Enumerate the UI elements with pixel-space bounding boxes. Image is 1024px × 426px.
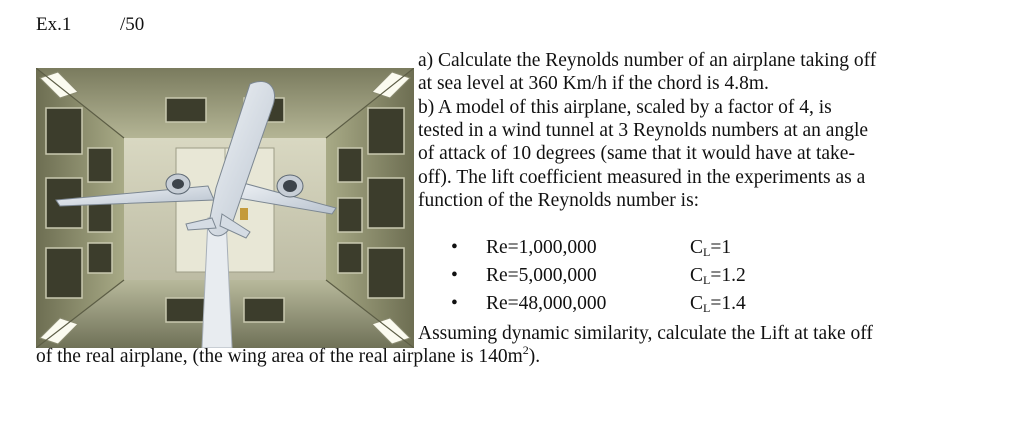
question-b-line: of attack of 10 degrees (same that it would have at take- xyxy=(418,143,855,165)
bullet-icon: • xyxy=(451,293,458,314)
question-b-line: function of the Reynolds number is: xyxy=(418,189,700,211)
reynolds-value: Re=1,000,000 xyxy=(486,237,597,258)
lift-coefficient: $C_L=1.2$ xyxy=(690,265,746,287)
question-b-line: b) A model of this airplane, scaled by a factor of 4, is xyxy=(418,97,832,118)
question-a-line: at sea level at 360 Km/h if the chord is 4.8m. xyxy=(418,73,769,95)
exercise-label: Ex.1 xyxy=(36,14,72,35)
score-label: /50 xyxy=(120,14,145,35)
question-a-line: a) Calculate the Reynolds number of an airplane taking off xyxy=(418,50,877,71)
question-b-line: tested in a wind tunnel at 3 Reynolds numbers at an angle xyxy=(418,120,869,142)
lift-coefficient: $C_L=1$ xyxy=(690,237,732,259)
question-a xyxy=(418,49,876,95)
question-b-line: off). The lift coefficient measured in the experiments as a xyxy=(418,166,866,188)
lift-coefficient: $C_L=1.4$ xyxy=(690,293,746,315)
bullet-icon: • xyxy=(451,265,458,286)
assumption-line: Assuming dynamic similarity, calculate the Lift at take off xyxy=(418,323,873,344)
question-b xyxy=(418,96,868,212)
wind-tunnel-photo xyxy=(36,68,414,348)
bullet-icon: • xyxy=(451,237,458,258)
reynolds-value: Re=48,000,000 xyxy=(486,293,607,314)
reynolds-value: Re=5,000,000 xyxy=(486,265,597,286)
closing-line: of the real airplane, (the wing area of the real airplane is $140m^2$). xyxy=(36,343,541,367)
